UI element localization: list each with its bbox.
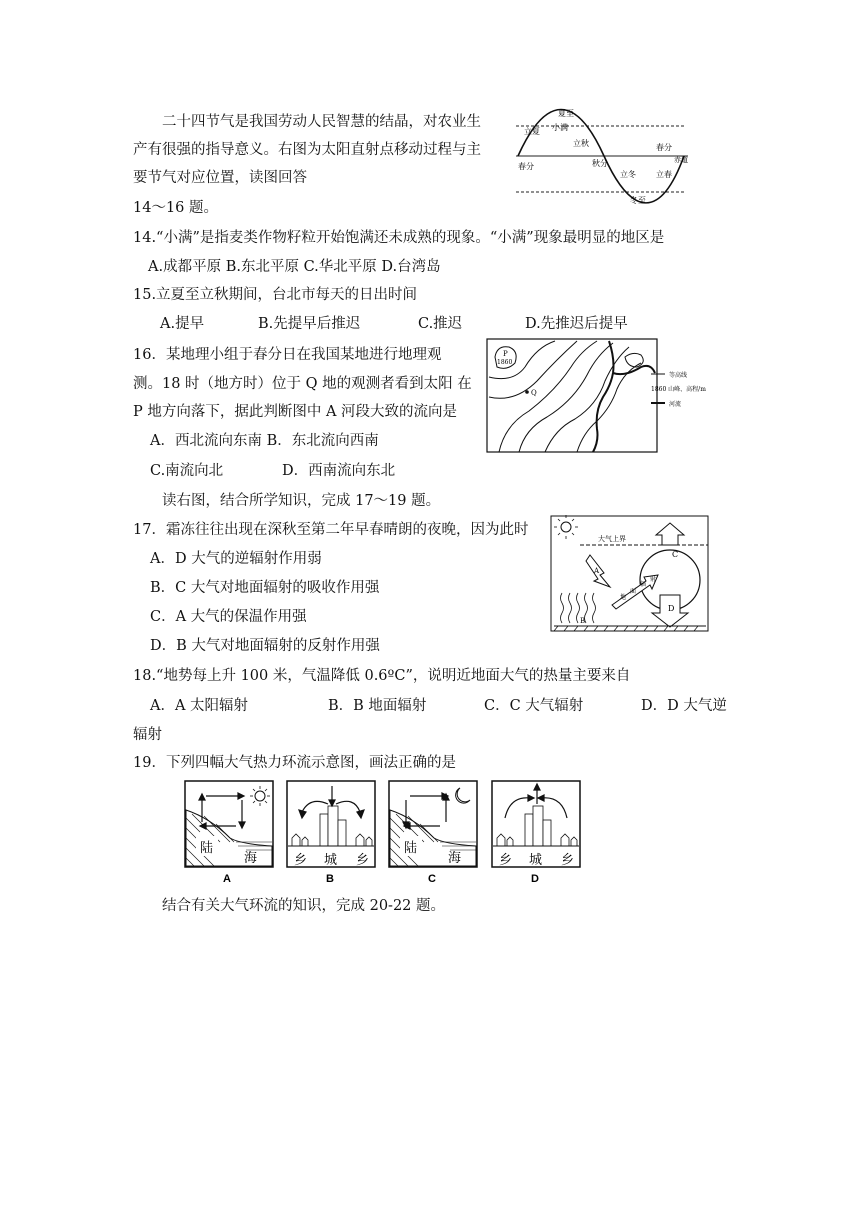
q14-stem: 14.“小满”是指麦类作物籽粒开始饱满还未成熟的现象。“小满”现象最明显的地区是 <box>133 230 665 246</box>
solar-path-figure <box>506 104 690 206</box>
q17-option-a: A．D 大气的逆辐射作用弱 <box>150 551 322 567</box>
panel-a-label: A <box>223 873 231 885</box>
label-d: D <box>668 604 675 613</box>
q17-option-c: C．A 大气的保温作用强 <box>150 609 307 625</box>
panel-d-left: 乡 <box>499 853 513 868</box>
q16-line-1: 16．某地理小组于春分日在我国某地进行地理观 <box>133 347 442 363</box>
q17-stem: 17．霜冻往往出现在深秋至第二年早春晴朗的夜晚，因为此时 <box>133 522 529 538</box>
final-note-20-22: 结合有关大气环流的知识，完成 20-22 题。 <box>162 898 446 914</box>
panel-b-right: 乡 <box>356 853 370 868</box>
q16-options-ab: A．西北流向东南 B．东北流向西南 <box>150 433 379 449</box>
panel-c-land: 陆 <box>404 841 418 856</box>
panel-b-mid: 城 <box>324 853 338 868</box>
intro-line-3: 要节气对应位置，读图回答 <box>133 170 307 186</box>
q17-option-b: B．C 大气对地面辐射的吸收作用强 <box>150 580 380 596</box>
q16-option-d: D．西南流向东北 <box>282 463 396 479</box>
q15-option-d: D.先推迟后提早 <box>525 316 628 332</box>
q19-stem: 19．下列四幅大气热力环流示意图，画法正确的是 <box>133 755 456 771</box>
ground-char-2: 面 <box>630 588 637 595</box>
peak-label: P <box>503 350 508 358</box>
label-lichun: 立春 <box>656 170 672 179</box>
panel-d-label: D <box>531 873 539 885</box>
atmosphere-top-label: 大气上界 <box>598 535 626 543</box>
panel-a-sea: 海 <box>244 851 258 866</box>
label-liqiu: 立秋 <box>573 139 589 148</box>
q15-option-c: C.推迟 <box>418 316 463 332</box>
panel-c-sea: 海 <box>448 851 462 866</box>
panel-b-left: 乡 <box>294 853 308 868</box>
intro-line-2: 产有很强的指导意义。右图为太阳直射点移动过程与主 <box>133 142 481 158</box>
q18-stem: 18.“地势每上升 100 米，气温降低 0.6ºC”，说明近地面大气的热量主要来自 <box>133 668 631 684</box>
label-xiazhi: 夏至 <box>558 109 574 118</box>
peak-elevation: 1860 <box>497 359 513 366</box>
q18-option-c: C．C 大气辐射 <box>484 698 584 714</box>
label-qiufen: 秋分 <box>592 159 608 168</box>
label-chunfen-left: 春分 <box>518 162 534 171</box>
panel-d-right: 乡 <box>561 853 575 868</box>
panel-a <box>185 781 273 885</box>
label-chunfen-right: 春分 <box>656 143 672 152</box>
intro-line-4: 14～16 题。 <box>133 200 219 216</box>
q16-line-3: P 地方向落下，据此判断图中 A 河段大致的流向是 <box>133 404 458 420</box>
q18-option-d-continued: 辐射 <box>133 727 162 743</box>
panel-b-label: B <box>326 873 334 885</box>
panel-c <box>389 781 477 885</box>
label-a: A <box>594 567 600 575</box>
q18-option-d: D．D 大气逆 <box>641 698 727 714</box>
ground-char-1: 地 <box>620 594 627 601</box>
q15-option-a: A.提早 <box>160 316 205 332</box>
label-lidong: 立冬 <box>620 170 636 179</box>
label-xiaoman: 小满 <box>552 123 568 132</box>
circulation-panels <box>180 778 594 890</box>
legend-peak: 1860 山峰、高程/m <box>651 386 706 393</box>
legend-contour: 等高线 <box>669 372 688 379</box>
q15-option-b: B.先提早后推迟 <box>258 316 361 332</box>
q16-line-2: 测。18 时（地方时）位于 Q 地的观测者看到太阳 在 <box>133 376 472 392</box>
q16-option-c: C.南流向北 <box>150 463 224 479</box>
panel-d-mid: 城 <box>529 853 543 868</box>
panel-d <box>492 781 580 885</box>
point-q-label: Q <box>531 389 537 397</box>
label-dongzhi: 冬至 <box>630 196 646 205</box>
radiation-figure <box>550 515 710 633</box>
panel-c-label: C <box>428 873 436 885</box>
intro-line-1: 二十四节气是我国劳动人民智慧的结晶，对农业生 <box>162 114 481 130</box>
legend-river: 河流 <box>669 401 682 408</box>
label-chidao: 赤道 <box>674 156 688 164</box>
contour-map-figure <box>485 337 719 455</box>
q17-option-d: D．B 大气对地面辐射的反射作用强 <box>150 638 380 654</box>
read-note-17-19: 读右图，结合所学知识，完成 17～19 题。 <box>162 493 441 509</box>
q18-option-a: A．A 太阳辐射 <box>150 698 249 714</box>
q14-options: A.成都平原 B.东北平原 C.华北平原 D.台湾岛 <box>148 259 441 275</box>
ground-char-4: 射 <box>650 576 657 583</box>
panel-b <box>287 781 375 885</box>
label-lixia: 立夏 <box>524 127 540 136</box>
label-b: B <box>580 617 586 625</box>
panel-a-land: 陆 <box>200 841 214 856</box>
label-c: C <box>672 550 679 559</box>
q18-option-b: B．B 地面辐射 <box>328 698 427 714</box>
q15-stem: 15.立夏至立秋期间，台北市每天的日出时间 <box>133 287 418 303</box>
ground-char-3: 辐 <box>640 581 647 588</box>
